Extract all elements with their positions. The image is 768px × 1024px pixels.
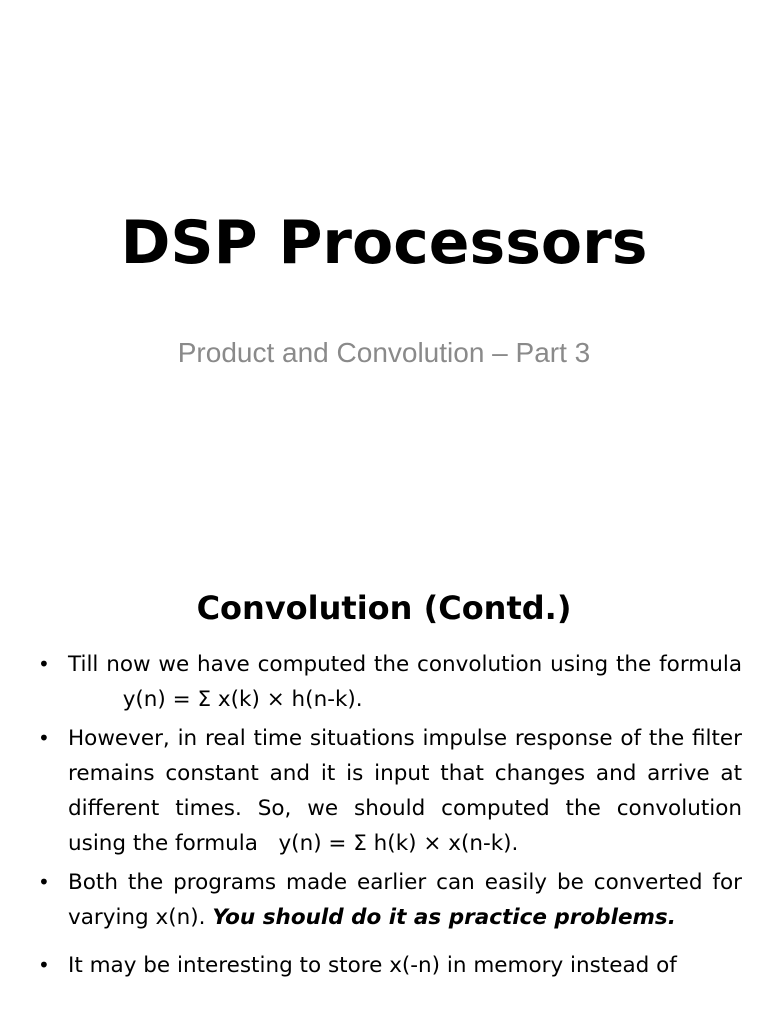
convolution-slide bbox=[0, 560, 768, 1024]
bullet-emphasis: You should do it as practice problems. bbox=[212, 905, 676, 930]
bullet-dot: • bbox=[38, 652, 50, 676]
bullet-dot: • bbox=[38, 870, 50, 894]
formula: y(n) = Σ h(k) × x(n-k). bbox=[278, 831, 519, 856]
bullet-item-2 bbox=[38, 721, 742, 861]
slide-subtitle: Product and Convolution – Part 3 bbox=[177, 337, 591, 368]
bullet-item-1 bbox=[38, 647, 742, 717]
bullet-text: It may be interesting to store x(-n) in memory instead of bbox=[68, 953, 677, 978]
bullet-item-4 bbox=[38, 948, 742, 983]
bullet-text: Both the programs made earlier can easily be converted for varying x(n). bbox=[68, 870, 742, 930]
bullet-text: Till now we have computed the convolution using the formula bbox=[68, 652, 742, 677]
slide-title: DSP Processors bbox=[120, 208, 648, 278]
bullet-text: However, in real time situations impulse response of the filter remains constant and it is input that changes and arrive at different times. So, we should computed the convolution using the formula bbox=[68, 726, 742, 856]
formula: y(n) = Σ x(k) × h(n-k). bbox=[122, 687, 363, 712]
bullet-list bbox=[38, 647, 742, 983]
slide-heading: Convolution (Contd.) bbox=[196, 589, 572, 627]
bullet-dot: • bbox=[38, 953, 50, 977]
bullet-item-3 bbox=[38, 865, 742, 935]
bullet-dot: • bbox=[38, 726, 50, 750]
